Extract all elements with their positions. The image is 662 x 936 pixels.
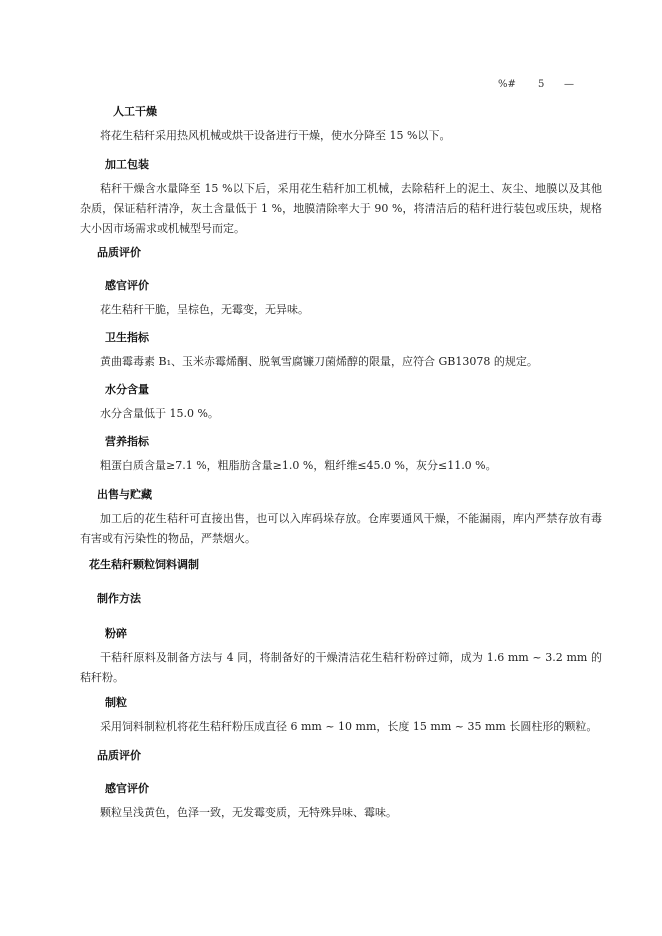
heading-quality-eval-1: 品质评价 — [97, 246, 141, 259]
heading-nutrition: 营养指标 — [105, 435, 149, 448]
heading-sale-storage: 出售与贮藏 — [97, 488, 152, 501]
para-processing-packaging: 秸秆干燥含水量降至 15 %以下后，采用花生秸秆加工机械，去除秸秆上的泥土、灰尘、地膜以及其他杂质，保证秸秆清净，灰土含量低于 1 %，地膜清除率大于 90 %，将清洁后的秸秆进行装包或压块，规格大小因市场需求或机械型号而定。 — [80, 182, 602, 235]
heading-hygiene: 卫生指标 — [105, 331, 149, 344]
heading-sensory-eval-2: 感官评价 — [105, 782, 149, 795]
para-sensory-eval-2: 颗粒呈浅黄色，色泽一致，无发霉变质，无特殊异味、霉味。 — [100, 806, 397, 819]
heading-sensory-eval-1: 感官评价 — [105, 279, 149, 292]
para-nutrition: 粗蛋白质含量≥7.1 %，粗脂肪含量≥1.0 %，粗纤维≤45.0 %，灰分≤11.0 %。 — [100, 459, 497, 472]
heading-crushing: 粉碎 — [105, 627, 127, 640]
para-pelleting: 采用饲料制粒机将花生秸秆粉压成直径 6 mm ~ 10 mm，长度 15 mm ~ 35 mm 长圆柱形的颗粒。 — [100, 720, 598, 733]
heading-manual-drying: 人工干燥 — [113, 105, 157, 118]
page-header — [498, 79, 574, 90]
page-number: 5 — [538, 79, 545, 90]
heading-pellet-feed: 花生秸秆颗粒饲料调制 — [89, 558, 199, 571]
heading-processing-packaging: 加工包装 — [105, 158, 149, 171]
para-sensory-eval-1: 花生秸秆干脆，呈棕色，无霉变，无异味。 — [100, 303, 309, 316]
heading-method: 制作方法 — [97, 592, 141, 605]
heading-quality-eval-2: 品质评价 — [97, 749, 141, 762]
header-code: %# — [498, 79, 516, 90]
header-dash: — — [564, 79, 574, 90]
para-moisture: 水分含量低于 15.0 %。 — [100, 407, 219, 420]
para-hygiene: 黄曲霉毒素 B₁、玉米赤霉烯酮、脱氧雪腐镰刀菌烯醇的限量，应符合 GB13078 的规定。 — [100, 355, 538, 368]
para-crushing: 干秸秆原料及制备方法与 4 同，将制备好的干燥清洁花生秸秆粉碎过筛，成为 1.6 mm ~ 3.2 mm 的秸秆粉。 — [80, 651, 602, 684]
heading-moisture: 水分含量 — [105, 383, 149, 396]
para-manual-drying: 将花生秸秆采用热风机械或烘干设备进行干燥，使水分降至 15 %以下。 — [100, 129, 451, 142]
para-sale-storage: 加工后的花生秸秆可直接出售，也可以入库码垛存放。仓库要通风干燥，不能漏雨，库内严禁存放有毒有害或有污染性的物品，严禁烟火。 — [80, 512, 602, 545]
heading-pelleting: 制粒 — [105, 696, 127, 709]
